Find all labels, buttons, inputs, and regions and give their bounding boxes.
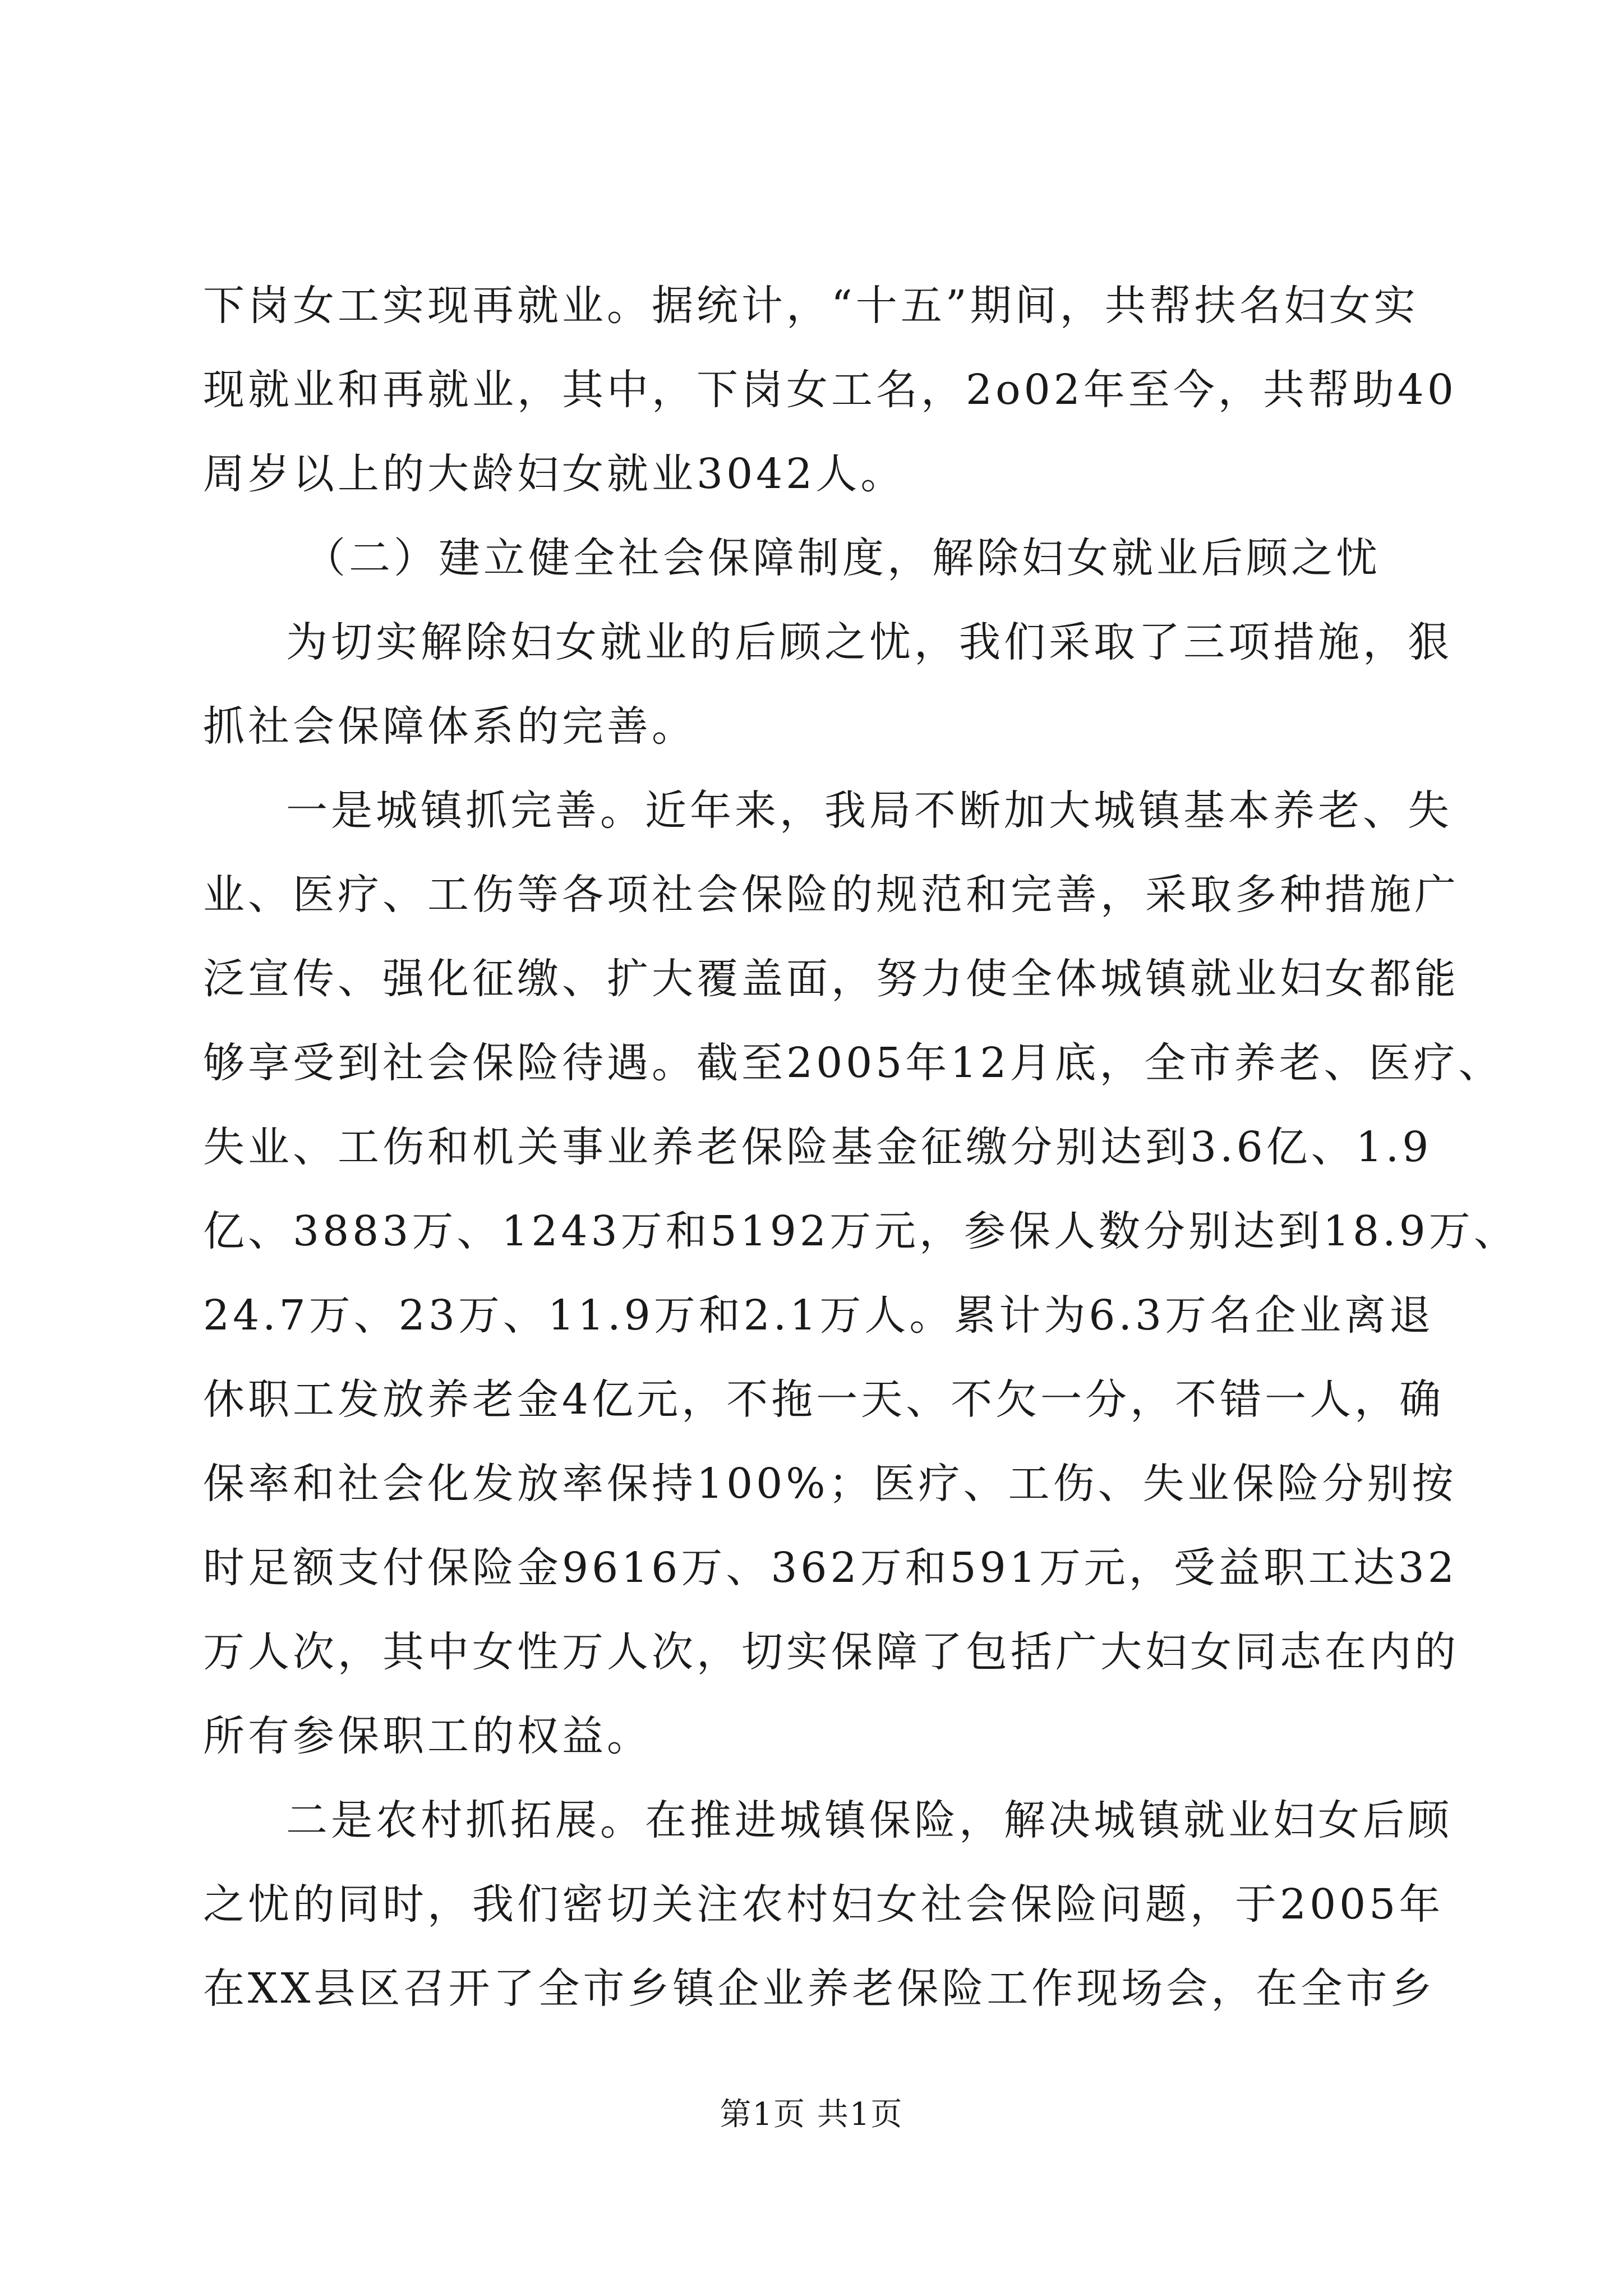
text-line: 够享受到社会保险待遇。截至2005年12月底，全市养老、医疗、 [203,1039,1504,1087]
text-line: 二是农村抓拓展。在推进城镇保险，解决城镇就业妇女后顾 [286,1796,1453,1844]
text-line: 休职工发放养老金4亿元，不拖一天、不欠一分，不错一人，确 [203,1375,1445,1424]
text-line: 失业、工伤和机关事业养老保险基金征缴分别达到3.6亿、1.9 [203,1123,1432,1171]
text-line: 时足额支付保险金9616万、362万和591万元，受益职工达32 [203,1544,1458,1592]
text-line: 24.7万、23万、11.9万和2.1万人。累计为6.3万名企业离退 [203,1291,1435,1340]
page-footer: 第1页 共1页 [720,2096,903,2133]
text-line: 抓社会保障体系的完善。 [203,702,697,751]
text-line: 泛宣传、强化征缴、扩大覆盖面，努力使全体城镇就业妇女都能 [203,955,1459,1003]
section-heading: （二）建立健全社会保障制度，解除妇女就业后顾之忧 [304,534,1381,582]
text-line: 业、医疗、工伤等各项社会保险的规范和完善，采取多种措施广 [203,871,1459,919]
text-line: 周岁以上的大龄妇女就业3042人。 [203,450,906,498]
document-body [203,264,1519,2031]
text-line: 为切实解除妇女就业的后顾之忧，我们采取了三项措施，狠 [286,618,1453,666]
text-line: 之忧的同时，我们密切关注农村妇女社会保险问题，于2005年 [203,1880,1444,1929]
text-line: 一是城镇抓完善。近年来，我局不断加大城镇基本养老、失 [286,786,1453,835]
text-line: 亿、3883万、1243万和5192万元，参保人数分别达到18.9万、 [203,1207,1519,1255]
text-line: 现就业和再就业，其中，下岗女工名，2o02年至今，共帮助40 [203,366,1457,414]
text-line: 下岗女工实现再就业。据统计，“十五”期间，共帮扶名妇女实 [203,282,1419,330]
text-line: 万人次，其中女性万人次，切实保障了包括广大妇女同志在内的 [203,1628,1459,1676]
text-line: 在XX县区召开了全市乡镇企业养老保险工作现场会，在全市乡 [203,1964,1436,2013]
text-line: 保率和社会化发放率保持100%；医疗、工伤、失业保险分别按 [203,1460,1457,1508]
text-line: 所有参保职工的权益。 [203,1712,652,1760]
